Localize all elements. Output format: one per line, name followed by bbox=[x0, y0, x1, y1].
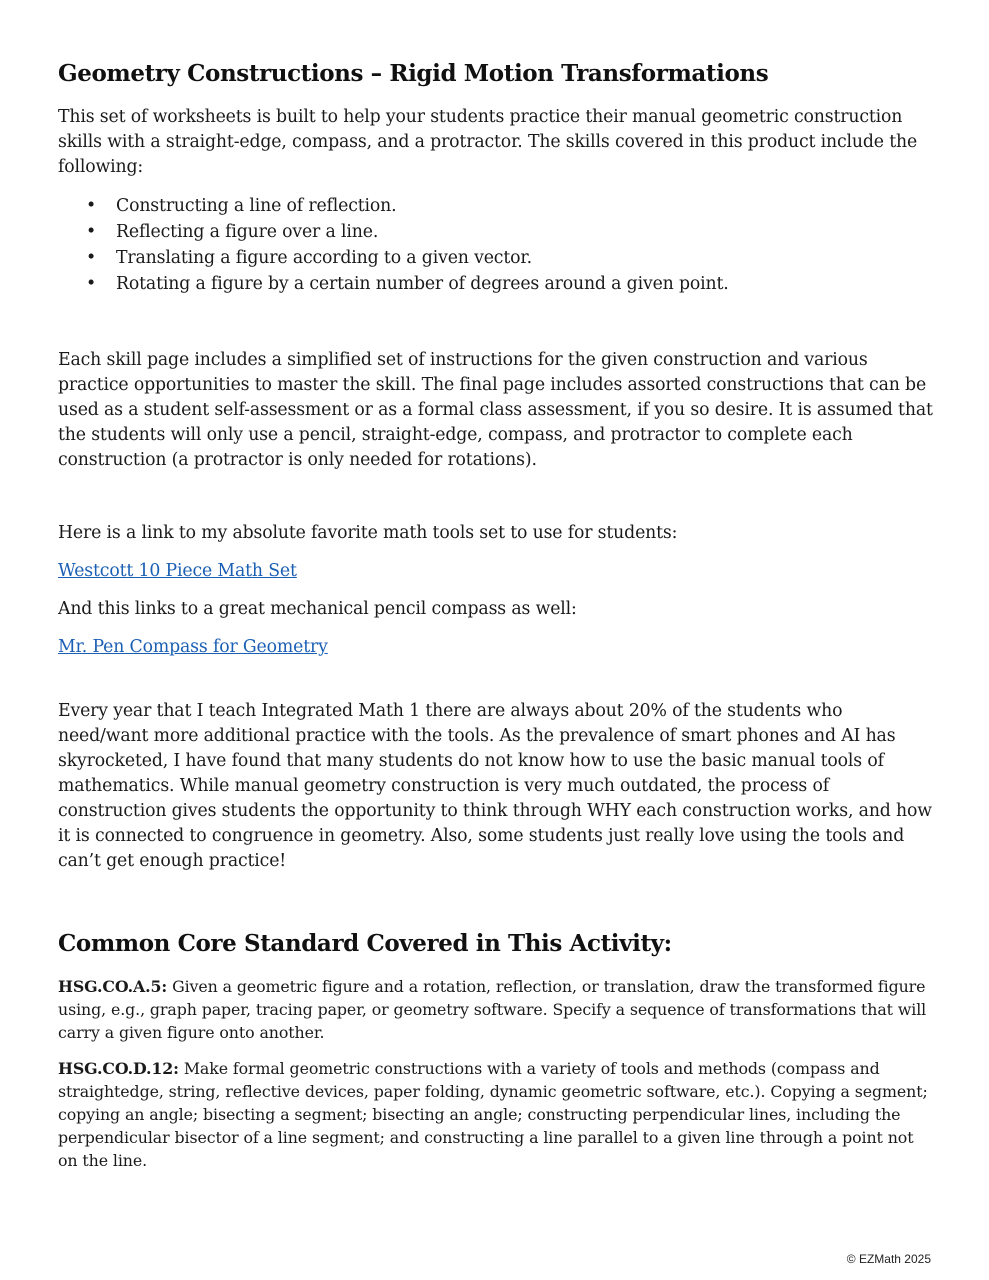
standard-item bbox=[58, 1057, 933, 1172]
list-item: • Reflecting a figure over a line. bbox=[58, 219, 729, 245]
standard-item bbox=[58, 975, 933, 1044]
copyright-footer: © EZMath 2025 bbox=[846, 1252, 931, 1266]
standard-text: Make formal geometric constructions with a variety of tools and methods (compass and straightedge, string, reflective devices, paper folding, dynamic geometric software, etc.). Copying a segment; copying an angle; bisecting a segment; bisecting an angle; constructing perpendicular lines, including the perpendicular bisector of a line segment; and constructing a line parallel to a given line through a point not on the line. bbox=[58, 1059, 928, 1170]
intro-paragraph: This set of worksheets is built to help your students practice their manual geometric construction skills with a straight-edge, compass, and a protractor. The skills covered in this product include the following: bbox=[58, 107, 918, 177]
standard-text: Given a geometric figure and a rotation, reflection, or translation, draw the transformed figure using, e.g., graph paper, tracing paper, or geometry software. Specify a sequence of transformations that will carry a given figure onto another. bbox=[58, 977, 927, 1042]
list-item: • Rotating a figure by a certain number of degrees around a given point. bbox=[58, 271, 729, 297]
page-title: Geometry Constructions – Rigid Motion Transformations bbox=[58, 60, 769, 87]
description-paragraph: Each skill page includes a simplified set of instructions for the given construction and various practice opportunities to master the skill. The final page includes assorted constructions that can be used as a student self-assessment or as a formal class assessment, if you so desire. It is assumed that the students will only use a pencil, straight-edge, compass, and protractor to complete each construction (a protractor is only needed for rotations). bbox=[58, 350, 933, 470]
list-item: • Constructing a line of reflection. bbox=[58, 193, 729, 219]
motivation-paragraph: Every year that I teach Integrated Math 1 there are always about 20% of the students who need/want more additional practice with the tools. As the prevalence of smart phones and AI has skyrocketed, I have found that many students do not know how to use the basic manual tools of mathematics. While manual geometry construction is very much outdated, the process of construction gives students the opportunity to think through WHY each construction works, and how it is connected to congruence in geometry. Also, some students just really love using the tools and can’t get enough practice! bbox=[58, 701, 932, 871]
list-item: • Translating a figure according to a given vector. bbox=[58, 245, 729, 271]
skills-list bbox=[58, 193, 729, 297]
standard-code: HSG.CO.D.12: bbox=[58, 1059, 179, 1078]
westcott-math-set-link[interactable]: Westcott 10 Piece Math Set bbox=[58, 561, 297, 581]
link-intro-text: Here is a link to my absolute favorite math tools set to use for students: bbox=[58, 523, 678, 543]
mr-pen-compass-link[interactable]: Mr. Pen Compass for Geometry bbox=[58, 637, 328, 657]
standard-code: HSG.CO.A.5: bbox=[58, 977, 168, 996]
link-intro-text-2: And this links to a great mechanical pencil compass as well: bbox=[58, 599, 577, 619]
standards-heading: Common Core Standard Covered in This Activity: bbox=[58, 930, 672, 957]
